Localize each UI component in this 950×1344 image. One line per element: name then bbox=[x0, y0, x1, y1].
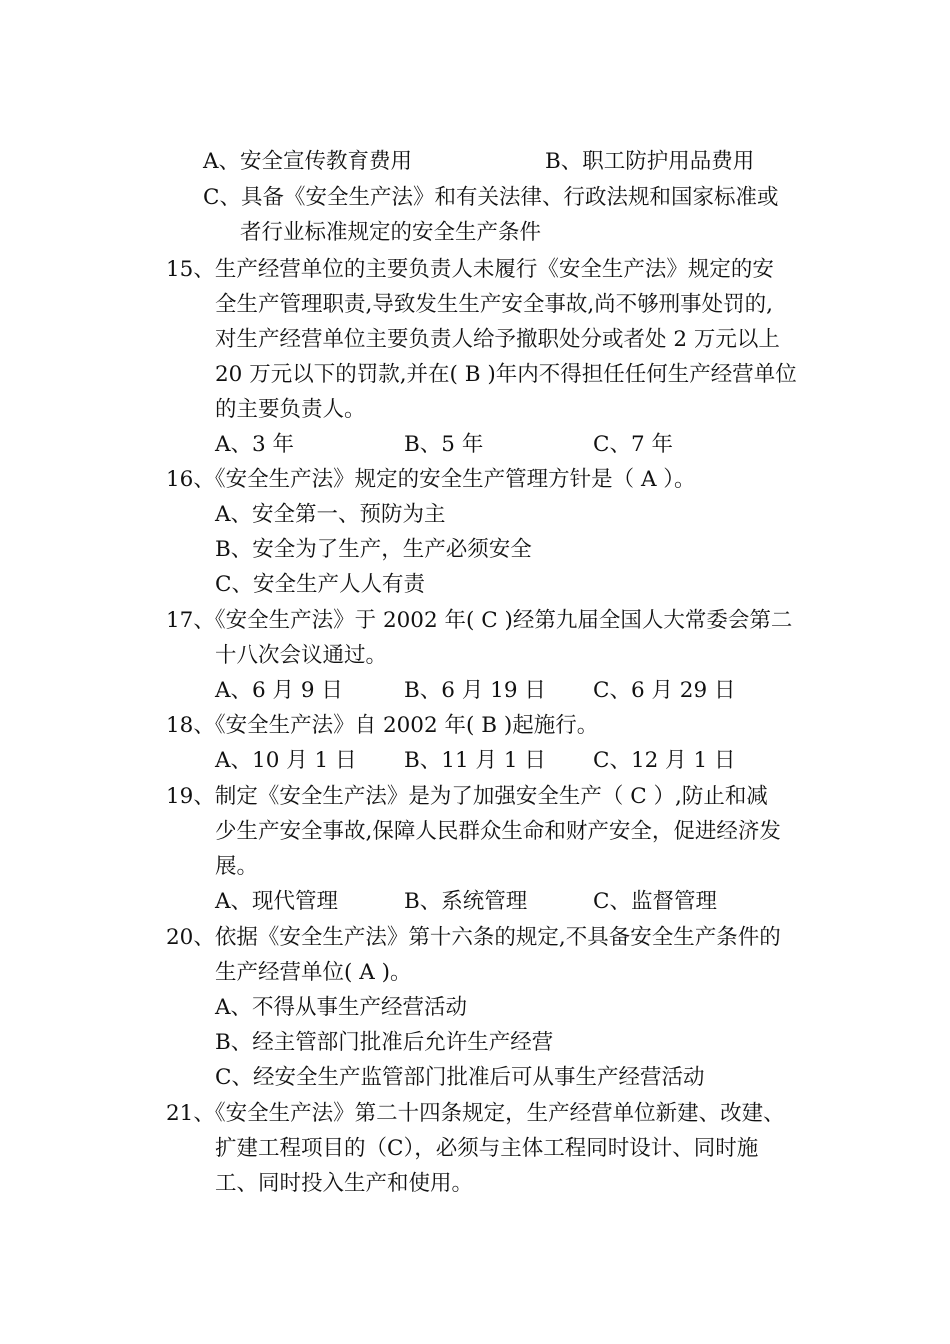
question-15-line-1: 15、生产经营单位的主要负责人未履行《安全生产法》规定的安 bbox=[166, 257, 774, 282]
question-20-option-a: A、不得从事生产经营活动 bbox=[215, 995, 468, 1020]
question-17-line-1: 17、《安全生产法》于 2002 年( C )经第九届全国人大常委会第二 bbox=[166, 608, 793, 633]
question-20-line-1: 20、依据《安全生产法》第十六条的规定,不具备安全生产条件的 bbox=[166, 925, 781, 950]
option-a: A、3 年 bbox=[215, 432, 295, 457]
question-19-line-3: 展。 bbox=[215, 854, 259, 879]
question-17-line-2: 十八次会议通过。 bbox=[215, 643, 388, 668]
question-20-option-b: B、经主管部门批准后允许生产经营 bbox=[215, 1030, 554, 1055]
question-15-line-5: 的主要负责人。 bbox=[215, 397, 366, 422]
option-b: B、6 月 19 日 bbox=[404, 678, 546, 703]
question-21-line-2: 扩建工程项目的（C），必须与主体工程同时设计、同时施 bbox=[215, 1136, 759, 1161]
question-19-options bbox=[215, 888, 815, 916]
question-19-line-1: 19、制定《安全生产法》是为了加强安全生产（ C ）,防止和减 bbox=[166, 784, 768, 809]
option-b: B、5 年 bbox=[404, 432, 484, 457]
question-16-option-a: A、安全第一、预防为主 bbox=[215, 502, 446, 527]
question-15-options bbox=[215, 431, 815, 459]
question-18-line-1: 18、《安全生产法》自 2002 年( B )起施行。 bbox=[166, 713, 599, 738]
question-21-line-3: 工、同时投入生产和使用。 bbox=[215, 1171, 474, 1196]
option-a: A、6 月 9 日 bbox=[215, 678, 343, 703]
option-b: B、职工防护用品费用 bbox=[545, 149, 755, 174]
option-c: C、具备《安全生产法》和有关法律、行政法规和国家标准或 bbox=[203, 185, 779, 210]
option-c: C、12 月 1 日 bbox=[593, 748, 736, 773]
option-c: C、监督管理 bbox=[593, 889, 717, 914]
question-16-option-c: C、安全生产人人有责 bbox=[215, 572, 425, 597]
question-20-option-c: C、经安全生产监管部门批准后可从事生产经营活动 bbox=[215, 1065, 705, 1090]
question-15-line-2: 全生产管理职责,导致发生生产安全事故,尚不够刑事处罚的, bbox=[215, 292, 774, 317]
question-19-line-2: 少生产安全事故,保障人民群众生命和财产安全，促进经济发 bbox=[215, 819, 781, 844]
question-21-line-1: 21、《安全生产法》第二十四条规定，生产经营单位新建、改建、 bbox=[166, 1101, 785, 1126]
question-18-options bbox=[215, 747, 815, 775]
option-c: C、6 月 29 日 bbox=[593, 678, 736, 703]
option-b: B、11 月 1 日 bbox=[404, 748, 546, 773]
option-a: A、10 月 1 日 bbox=[215, 748, 357, 773]
option-b: B、系统管理 bbox=[404, 889, 528, 914]
option-c: C、7 年 bbox=[593, 432, 673, 457]
question-16-option-b: B、安全为了生产，生产必须安全 bbox=[215, 537, 532, 562]
question-15-line-4: 20 万元以下的罚款,并在( B )年内不得担任任何生产经营单位 bbox=[215, 362, 797, 387]
question-20-line-2: 生产经营单位( A )。 bbox=[215, 960, 412, 985]
question-17-options bbox=[215, 677, 815, 705]
option-a: A、安全宣传教育费用 bbox=[203, 149, 413, 174]
question-15-line-3: 对生产经营单位主要负责人给予撤职处分或者处 2 万元以上 bbox=[215, 327, 780, 352]
question-16-line-1: 16、《安全生产法》规定的安全生产管理方针是（ A ）。 bbox=[166, 467, 696, 492]
option-c-continued: 者行业标准规定的安全生产条件 bbox=[240, 220, 542, 245]
option-a: A、现代管理 bbox=[215, 889, 339, 914]
